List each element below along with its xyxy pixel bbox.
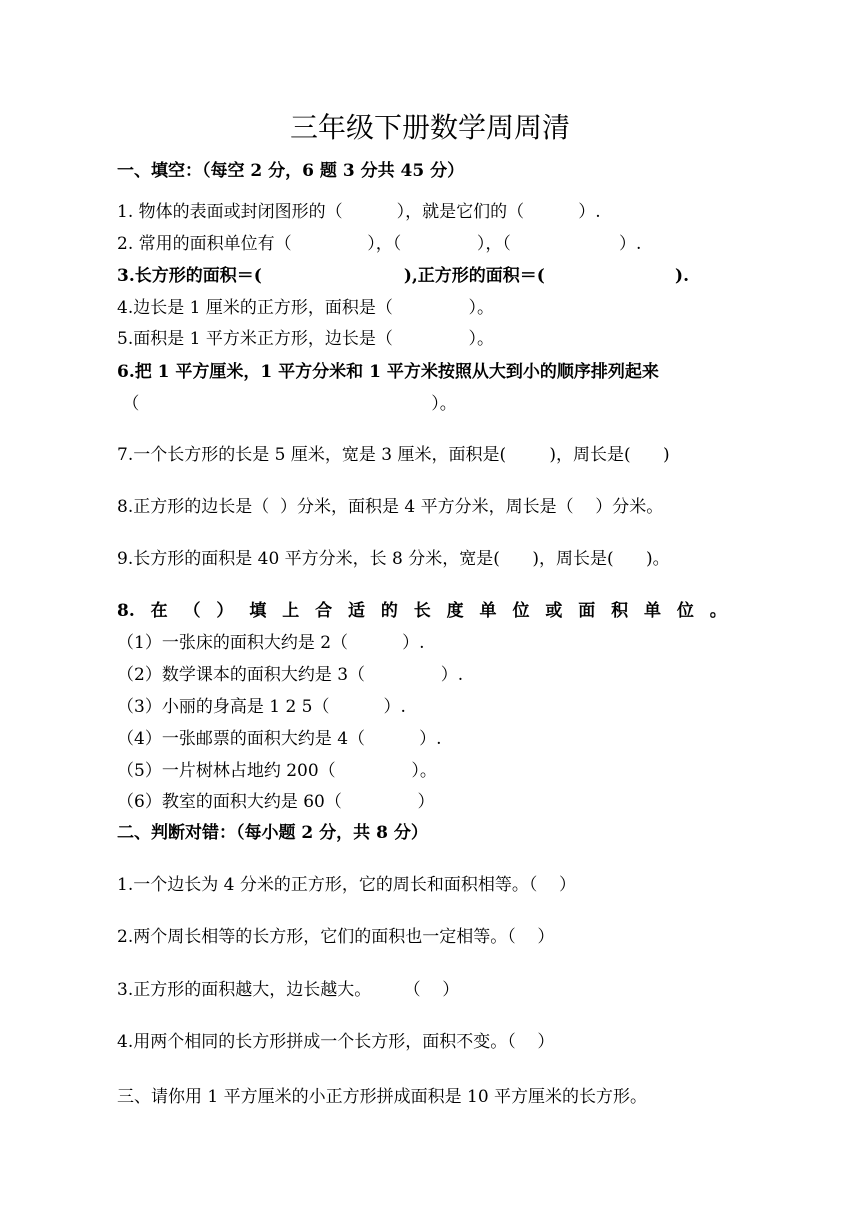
q10-char: 在 [150,601,168,621]
question-4: 4.边长是 1 厘米的正方形，面积是（ ）。 [117,298,494,318]
judge-1: 1.一个边长为 4 分米的正方形，它的周长和面积相等。（ ） [117,875,576,895]
q10-char: 位 [676,601,694,621]
question-10-item-6: （6）教室的面积大约是 60（ ） [117,792,435,812]
q10-char: ） [216,601,234,621]
q10-char: 面 [578,601,596,621]
q10-char: 。 [709,601,727,621]
q10-char: 8. [117,601,135,621]
q10-char: 或 [545,601,563,621]
question-8: 8.正方形的边长是（ ）分米，面积是 4 平方分米，周长是（ ）分米。 [117,497,664,517]
question-10-item-4: （4）一张邮票的面积大约是 4（ ）. [117,729,442,749]
q10-char: （ [183,601,201,621]
question-2: 2. 常用的面积单位有（ ），（ ），（ ）. [117,234,642,254]
q10-char: 的 [380,601,398,621]
q10-char: 填 [249,601,267,621]
q10-char: 单 [644,601,661,621]
question-6-line-1: 6.把 1 平方厘米，1 平方分米和 1 平方米按照从大到小的顺序排列起来 [117,362,659,382]
q10-char: 积 [611,601,629,621]
judge-3: 3.正方形的面积越大，边长越大。 （ ） [117,980,460,1000]
section-3-header: 三、请你用 1 平方厘米的小正方形拼成面积是 10 平方厘米的长方形。 [117,1087,648,1107]
question-10-item-2: （2）数学课本的面积大约是 3（ ）. [117,665,464,685]
q10-char: 位 [512,601,530,621]
q10-char: 单 [479,601,497,621]
q10-char: 上 [282,601,300,621]
question-10-item-3: （3）小丽的身高是 1 2 5（ ）. [117,697,406,717]
question-10-heading [117,600,727,622]
judge-4: 4.用两个相同的长方形拼成一个长方形，面积不变。（ ） [117,1032,555,1052]
section-2-header: 二、判断对错：（每小题 2 分，共 8 分） [117,823,428,843]
judge-2: 2.两个周长相等的长方形，它们的面积也一定相等。（ ） [117,927,555,947]
question-1: 1. 物体的表面或封闭图形的（ ），就是它们的（ ）. [117,202,601,222]
question-10-item-1: （1）一张床的面积大约是 2（ ）. [117,633,425,653]
q10-char: 适 [347,601,365,621]
question-5: 5.面积是 1 平方米正方形，边长是（ ）。 [117,329,494,349]
q10-char: 长 [413,601,431,621]
q10-char: 合 [315,601,333,621]
q10-char: 度 [446,601,464,621]
question-9: 9.长方形的面积是 40 平方分米，长 8 分米，宽是( )，周长是( )。 [117,549,670,569]
section-1-header: 一、填空：（每空 2 分，6 题 3 分共 45 分） [117,161,465,181]
question-3: 3.长方形的面积＝( ),正方形的面积＝( ). [117,266,690,286]
page-title: 三年级下册数学周周清 [289,111,570,144]
question-10-item-5: （5）一片树林占地约 200（ ）。 [117,761,437,781]
question-7: 7.一个长方形的长是 5 厘米，宽是 3 厘米，面积是( )，周长是( ) [117,445,670,465]
question-6-line-2: （ ）。 [117,394,457,414]
